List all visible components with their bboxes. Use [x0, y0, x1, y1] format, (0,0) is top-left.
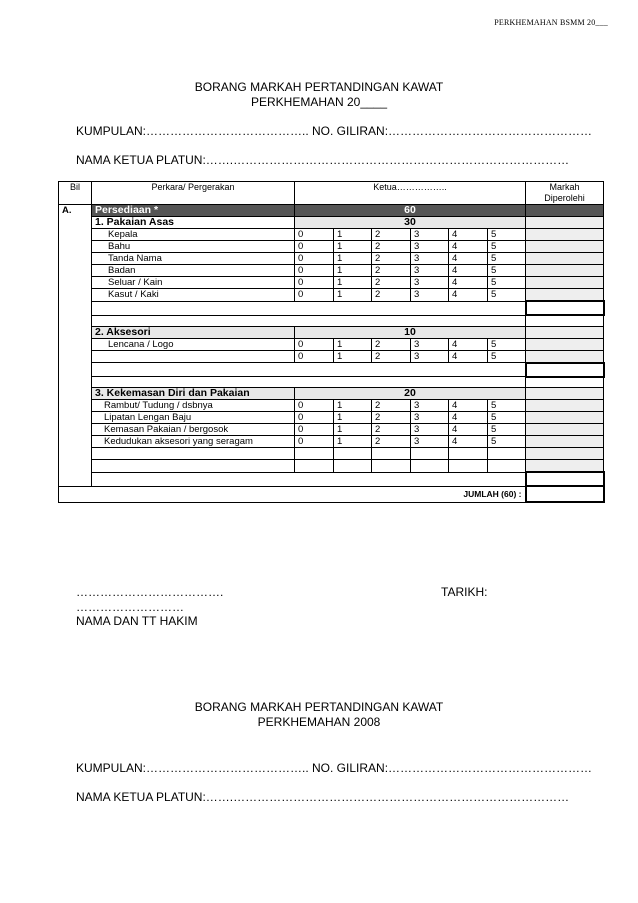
score-option[interactable]: 2 — [372, 412, 411, 424]
score-option[interactable]: 2 — [372, 277, 411, 289]
score-option[interactable]: 3 — [411, 289, 449, 302]
score-table — [58, 181, 605, 503]
subtotal-box[interactable] — [526, 363, 604, 377]
blank-row — [59, 448, 604, 460]
score-option[interactable]: 0 — [295, 400, 334, 412]
score-option[interactable]: 5 — [488, 253, 526, 265]
score-option[interactable]: 2 — [372, 400, 411, 412]
criteria-row — [59, 277, 604, 289]
hakim-signature-line1[interactable]: ………………………………. — [76, 585, 224, 599]
score-option[interactable]: 0 — [295, 253, 334, 265]
score-option[interactable]: 5 — [488, 436, 526, 448]
score-option[interactable]: 3 — [411, 350, 449, 363]
score-option[interactable]: 5 — [488, 265, 526, 277]
section-letter: A. — [59, 205, 92, 217]
criteria-row — [59, 229, 604, 241]
section-row — [59, 205, 604, 217]
group-score: 10 — [295, 326, 526, 338]
form2-kumpulan-field[interactable]: KUMPULAN:………………………………….. NO. GILIRAN:…………………………………………… — [76, 761, 593, 775]
score-option[interactable]: 5 — [488, 289, 526, 302]
subtotal-box[interactable] — [526, 472, 604, 486]
score-option[interactable]: 2 — [372, 424, 411, 436]
score-option[interactable]: 2 — [372, 241, 411, 253]
score-option[interactable]: 1 — [334, 229, 372, 241]
criteria-label: Tanda Nama — [92, 253, 295, 265]
total-label: JUMLAH (60) : — [59, 486, 526, 502]
criteria-label: Kemasan Pakaian / bergosok — [92, 424, 295, 436]
criteria-row — [59, 400, 604, 412]
score-option[interactable]: 4 — [449, 253, 488, 265]
criteria-row — [59, 265, 604, 277]
blank-row — [59, 460, 604, 473]
score-option[interactable]: 0 — [295, 229, 334, 241]
section-score: 60 — [295, 205, 526, 217]
score-option[interactable]: 2 — [372, 289, 411, 302]
criteria-row — [59, 253, 604, 265]
score-option[interactable]: 5 — [488, 241, 526, 253]
score-option[interactable]: 3 — [411, 338, 449, 350]
score-option[interactable]: 3 — [411, 400, 449, 412]
group-name: 2. Aksesori — [92, 326, 295, 338]
score-option[interactable]: 1 — [334, 265, 372, 277]
score-option[interactable]: 4 — [449, 424, 488, 436]
score-option[interactable]: 5 — [488, 338, 526, 350]
score-option[interactable]: 4 — [449, 241, 488, 253]
subtotal-row — [59, 472, 604, 486]
group-score: 20 — [295, 388, 526, 400]
score-option[interactable]: 4 — [449, 350, 488, 363]
score-option[interactable]: 4 — [449, 229, 488, 241]
criteria-label: Rambut/ Tudung / dsbnya — [92, 400, 295, 412]
group-header-row — [59, 326, 604, 338]
ketua-platun-field[interactable]: NAMA KETUA PLATUN:…….………………………………………………………………………… — [76, 153, 570, 167]
score-option[interactable]: 0 — [295, 424, 334, 436]
score-option[interactable]: 2 — [372, 436, 411, 448]
score-option[interactable]: 2 — [372, 338, 411, 350]
score-option[interactable]: 3 — [411, 436, 449, 448]
score-option[interactable]: 3 — [411, 229, 449, 241]
score-option[interactable]: 3 — [411, 265, 449, 277]
score-option[interactable]: 1 — [334, 289, 372, 302]
score-option[interactable]: 1 — [334, 424, 372, 436]
score-option[interactable]: 3 — [411, 241, 449, 253]
header-tag: PERKHEMAHAN BSMM 20___ — [494, 18, 608, 27]
score-option[interactable]: 2 — [372, 229, 411, 241]
criteria-row — [59, 412, 604, 424]
group-header-row — [59, 217, 604, 229]
score-option[interactable]: 0 — [295, 436, 334, 448]
score-option[interactable]: 4 — [449, 400, 488, 412]
form-title — [0, 80, 638, 110]
col-ketua-header: Ketua…………….. — [295, 182, 526, 205]
col-bil-header: Bil — [59, 182, 92, 205]
group-score: 30 — [295, 217, 526, 229]
score-option[interactable]: 1 — [334, 253, 372, 265]
score-option[interactable]: 0 — [295, 338, 334, 350]
score-option[interactable]: 1 — [334, 277, 372, 289]
criteria-label: Kepala — [92, 229, 295, 241]
group-name: 1. Pakaian Asas — [92, 217, 295, 229]
score-option[interactable]: 0 — [295, 241, 334, 253]
score-option[interactable]: 1 — [334, 412, 372, 424]
score-option[interactable]: 4 — [449, 412, 488, 424]
criteria-label: Seluar / Kain — [92, 277, 295, 289]
subtotal-box[interactable] — [526, 301, 604, 315]
score-option[interactable]: 5 — [488, 412, 526, 424]
score-option[interactable]: 4 — [449, 338, 488, 350]
score-option[interactable]: 2 — [372, 253, 411, 265]
score-option[interactable]: 3 — [411, 253, 449, 265]
score-option[interactable]: 1 — [334, 400, 372, 412]
score-option[interactable]: 4 — [449, 436, 488, 448]
criteria-row — [59, 289, 604, 302]
score-option[interactable]: 5 — [488, 350, 526, 363]
subtotal-row — [59, 301, 604, 315]
score-option[interactable]: 1 — [334, 338, 372, 350]
criteria-label: Lipatan Lengan Baju — [92, 412, 295, 424]
score-option[interactable]: 3 — [411, 424, 449, 436]
score-option[interactable]: 5 — [488, 229, 526, 241]
score-option[interactable]: 5 — [488, 400, 526, 412]
score-option[interactable]: 0 — [295, 265, 334, 277]
score-option[interactable]: 4 — [449, 289, 488, 302]
score-option[interactable]: 2 — [372, 265, 411, 277]
criteria-label: Bahu — [92, 241, 295, 253]
form-title-line2: PERKHEMAHAN 20____ — [250, 95, 388, 109]
score-option[interactable]: 1 — [334, 436, 372, 448]
table-header-row — [59, 182, 604, 205]
score-option[interactable]: 5 — [488, 424, 526, 436]
total-row — [59, 486, 604, 502]
form2-title — [0, 700, 638, 730]
score-option[interactable]: 4 — [449, 265, 488, 277]
tarikh-label[interactable]: TARIKH: — [441, 585, 488, 599]
score-option[interactable]: 1 — [334, 241, 372, 253]
group-header-row — [59, 388, 604, 400]
spacer-row — [59, 315, 604, 326]
criteria-label: Badan — [92, 265, 295, 277]
form-title-line1: BORANG MARKAH PERTANDINGAN KAWAT — [194, 80, 444, 94]
criteria-label: Lencana / Logo — [92, 338, 295, 350]
hakim-label: NAMA DAN TT HAKIM — [76, 614, 198, 628]
criteria-label: Kasut / Kaki — [92, 289, 295, 302]
form2-title-line1: BORANG MARKAH PERTANDINGAN KAWAT — [194, 700, 444, 714]
criteria-row — [59, 436, 604, 448]
col-markah-header: Markah Diperolehi — [526, 182, 604, 205]
col-perkara-header: Perkara/ Pergerakan — [92, 182, 295, 205]
score-option[interactable]: 2 — [372, 350, 411, 363]
form2-ketua-platun-field[interactable]: NAMA KETUA PLATUN:…….………………………………………………………………………… — [76, 790, 570, 804]
criteria-row — [59, 338, 604, 350]
score-option[interactable]: 0 — [295, 289, 334, 302]
score-option[interactable]: 0 — [295, 277, 334, 289]
subtotal-row — [59, 363, 604, 377]
section-markah — [526, 205, 604, 217]
section-name: Persediaan * — [92, 205, 295, 217]
score-option[interactable]: 0 — [295, 350, 334, 363]
score-option[interactable]: 3 — [411, 412, 449, 424]
criteria-row — [59, 241, 604, 253]
score-option[interactable]: 3 — [411, 277, 449, 289]
score-option[interactable]: 5 — [488, 277, 526, 289]
kumpulan-field[interactable]: KUMPULAN:………………………………….. NO. GILIRAN:…………………………………………… — [76, 124, 593, 138]
score-option[interactable]: 4 — [449, 277, 488, 289]
hakim-signature-line2[interactable]: ……………………… — [76, 600, 184, 614]
spacer-row — [59, 377, 604, 388]
score-option[interactable]: 0 — [295, 412, 334, 424]
criteria-label: Kedudukan aksesori yang seragam — [92, 436, 295, 448]
form2-title-line2: PERKHEMAHAN 2008 — [257, 715, 381, 729]
criteria-row — [59, 424, 604, 436]
criteria-label — [92, 350, 295, 363]
criteria-row — [59, 350, 604, 363]
group-name: 3. Kekemasan Diri dan Pakaian — [92, 388, 295, 400]
score-option[interactable]: 1 — [334, 350, 372, 363]
total-box[interactable] — [526, 486, 604, 502]
